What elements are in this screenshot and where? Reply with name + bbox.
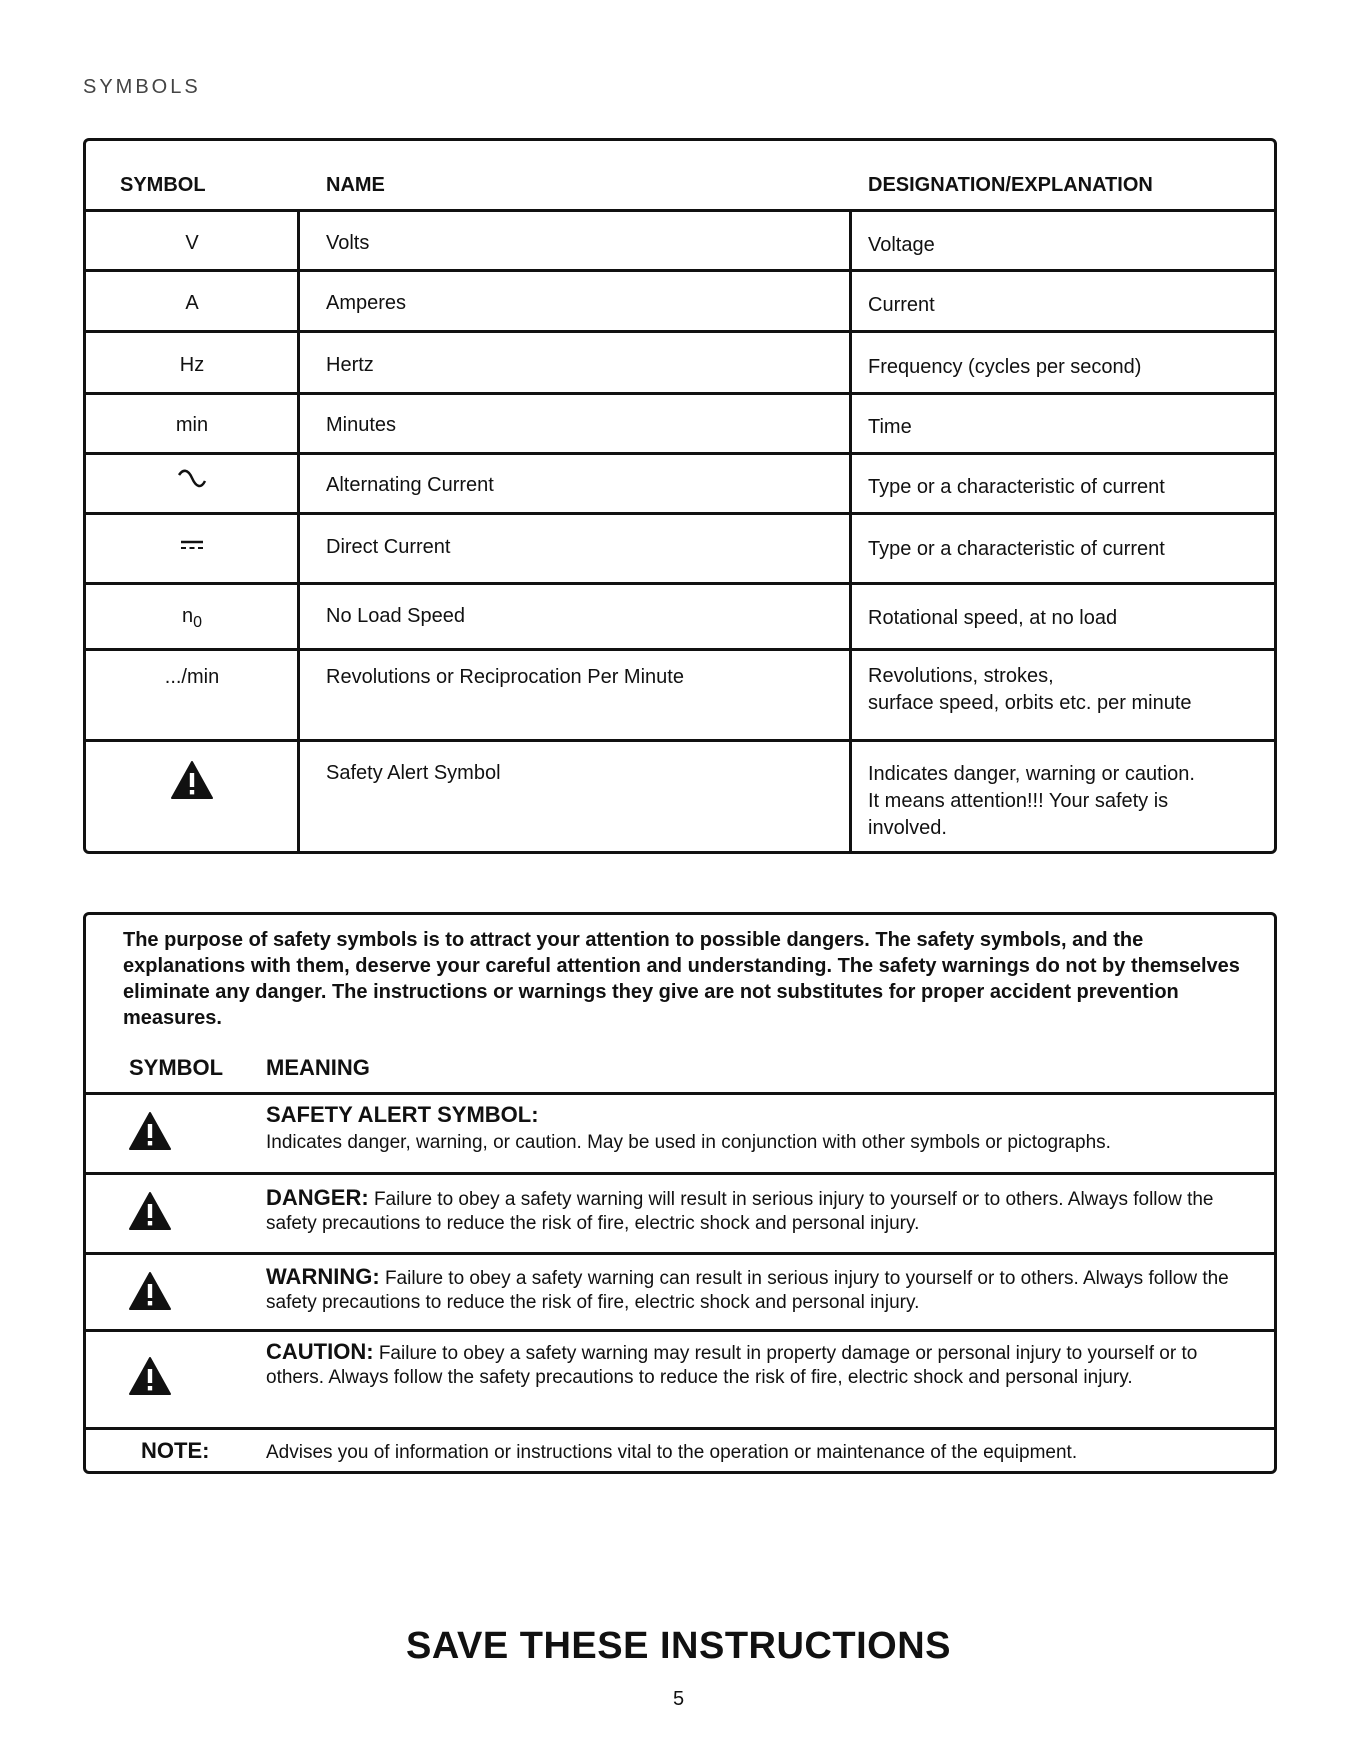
explanation-line: surface speed, orbits etc. per minute: [868, 692, 1192, 714]
header-symbol: SYMBOL: [120, 174, 206, 196]
table-row: [86, 395, 1274, 455]
name-cell: No Load Speed: [326, 605, 466, 627]
header-meaning: MEANING: [266, 1055, 370, 1080]
table-row: [86, 333, 1274, 395]
table-row: [86, 585, 1274, 651]
table-row: [86, 1172, 1274, 1252]
explanation-line: It means attention!!! Your safety is: [868, 790, 1169, 812]
symbol-base: n: [181, 605, 194, 627]
direct-current-icon: [179, 538, 205, 554]
explanation-line: Revolutions, strokes,: [868, 665, 1054, 687]
symbol-cell: [86, 760, 298, 806]
save-instructions-heading: SAVE THESE INSTRUCTIONS: [406, 1625, 951, 1667]
name-cell: Minutes: [326, 414, 397, 436]
safety-alert-icon: [128, 1111, 172, 1151]
symbol-cell: .../min: [164, 666, 220, 688]
name-cell: Amperes: [326, 292, 407, 314]
symbol-cell: A: [185, 292, 199, 314]
intro-paragraph: The purpose of safety symbols is to attract your attention to possible dangers. The safety symbols, and the explanations with them, deserve your careful attention and understanding. The safety warnings do not by themselves eliminate any danger. The instructions or warnings they give are not substitutes for proper accident prevention measures.: [123, 929, 1240, 1029]
meaning-text: [266, 1265, 1246, 1315]
page-heading: SYMBOLS: [83, 76, 201, 98]
symbol-subscript: 0: [193, 614, 203, 631]
table-row: [86, 272, 1274, 333]
safety-meaning-table: [83, 912, 1277, 1474]
explanation-cell: [868, 663, 1268, 717]
explanation-cell: Frequency (cycles per second): [868, 356, 1142, 378]
explanation-cell: Type or a characteristic of current: [868, 538, 1165, 560]
symbols-table: [83, 138, 1277, 854]
table-row: [86, 651, 1274, 742]
table-row: [86, 455, 1274, 515]
meaning-title: WARNING:: [266, 1264, 380, 1289]
explanation-cell: [868, 761, 1268, 842]
meaning-title: CAUTION:: [266, 1339, 374, 1364]
name-cell: Direct Current: [326, 536, 451, 558]
meaning-description: Failure to obey a safety warning may result in property damage or personal injury to yourself or to others. Always follow the safety precautions to reduce the risk of fire, electric shock and personal injury.: [266, 1343, 1198, 1388]
name-cell: Safety Alert Symbol: [326, 762, 501, 784]
header-name: NAME: [326, 174, 385, 196]
safety-alert-icon: [128, 1356, 172, 1396]
note-text: Advises you of information or instructions vital to the operation or maintenance of the equipment.: [266, 1442, 1078, 1463]
safety-alert-icon: [128, 1271, 172, 1311]
name-cell: Alternating Current: [326, 474, 494, 496]
meaning-text: [266, 1186, 1246, 1236]
table-row: [86, 212, 1274, 272]
name-cell: Volts: [326, 232, 370, 254]
note-label: NOTE:: [141, 1438, 210, 1463]
meaning-title: SAFETY ALERT SYMBOL:: [266, 1102, 539, 1127]
explanation-cell: Rotational speed, at no load: [868, 607, 1118, 629]
symbol-cell: V: [185, 232, 199, 254]
meaning-text: [266, 1340, 1246, 1390]
safety-alert-icon: [128, 1191, 172, 1231]
name-cell: Revolutions or Reciprocation Per Minute: [326, 666, 684, 688]
meaning-description: Failure to obey a safety warning can result in serious injury to yourself or to others. Always follow the safety precautions to reduce the risk of fire, electric shock and personal injury.: [266, 1268, 1229, 1313]
header-explanation: DESIGNATION/EXPLANATION: [868, 174, 1153, 196]
explanation-cell: Current: [868, 294, 935, 316]
meaning-text: [266, 1103, 1246, 1155]
symbol-cell: [86, 605, 298, 632]
symbol-cell: [86, 537, 298, 560]
symbol-cell: Hz: [179, 354, 205, 376]
name-cell: Hertz: [326, 354, 374, 376]
symbol-cell: min: [175, 414, 209, 436]
table-row: [86, 742, 1274, 851]
alternating-current-icon: [175, 467, 209, 491]
meaning-description: Indicates danger, warning, or caution. May be used in conjunction with other symbols or pictographs.: [266, 1132, 1111, 1153]
explanation-line: involved.: [868, 817, 947, 839]
table-row: [86, 1252, 1274, 1329]
safety-alert-icon: [170, 760, 214, 800]
table-row: [86, 1329, 1274, 1427]
explanation-cell: Voltage: [868, 234, 935, 256]
meaning-title: DANGER:: [266, 1185, 369, 1210]
table-row: [86, 515, 1274, 585]
explanation-cell: Time: [868, 416, 912, 438]
explanation-cell: Type or a characteristic of current: [868, 476, 1165, 498]
note-row: [86, 1427, 1274, 1471]
page-number: 5: [672, 1688, 685, 1710]
symbols-table-header: [86, 141, 1274, 212]
symbol-cell: [86, 467, 298, 497]
table-row: [86, 1092, 1274, 1172]
explanation-line: Indicates danger, warning or caution.: [868, 763, 1195, 785]
header-symbol: SYMBOL: [129, 1055, 224, 1080]
meaning-description: Failure to obey a safety warning will result in serious injury to yourself or to others. Always follow the safety precautions to reduce the risk of fire, electric shock and personal injury.: [266, 1189, 1214, 1234]
